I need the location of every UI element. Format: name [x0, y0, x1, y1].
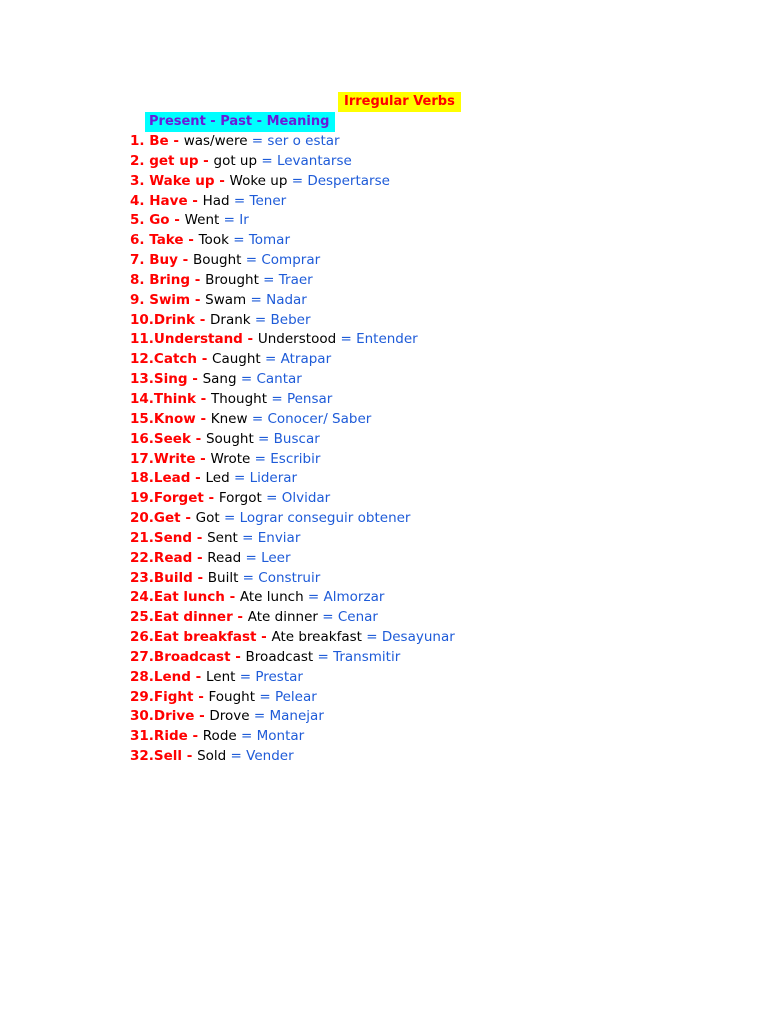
equals-separator: = [336, 331, 357, 348]
equals-separator: = [236, 728, 257, 745]
verb-present: Eat breakfast [153, 629, 257, 646]
verb-row [130, 311, 455, 331]
dash-separator: - [190, 470, 206, 487]
verb-row [130, 410, 455, 430]
verb-present: Bring [144, 271, 191, 288]
dash-separator: - [169, 212, 185, 229]
verb-past: Brought [205, 271, 259, 288]
equals-separator: = [250, 450, 271, 467]
verb-number: 31. [130, 728, 154, 745]
verb-number: 1. [130, 133, 145, 149]
verb-present: Think [153, 390, 196, 407]
verb-past: Caught [212, 351, 261, 368]
verb-past: was/were [183, 133, 248, 149]
verb-past: Read [207, 549, 242, 566]
verb-present: Know [153, 410, 196, 427]
equals-separator: = [255, 688, 275, 705]
verb-meaning: Montar [256, 728, 305, 745]
verb-row [130, 350, 455, 370]
verb-past: Sang [202, 371, 237, 388]
verb-past: Took [198, 232, 229, 249]
verb-present: Sing [153, 371, 188, 388]
verb-meaning: Cenar [337, 609, 378, 626]
equals-separator: = [287, 172, 308, 189]
verb-number: 22. [130, 549, 154, 566]
verb-meaning: Traer [278, 271, 313, 288]
verb-number: 25. [130, 609, 154, 626]
equals-separator: = [247, 133, 268, 149]
verb-meaning: Leer [261, 549, 291, 566]
dash-separator: - [168, 133, 184, 149]
verb-number: 5. [130, 212, 145, 229]
verb-present: Seek [153, 430, 191, 447]
verb-meaning: Cantar [256, 371, 302, 388]
equals-separator: = [258, 271, 279, 288]
verb-past: Built [207, 569, 239, 586]
verb-present: Have [144, 192, 188, 209]
equals-separator: = [253, 430, 274, 447]
verb-number: 10. [130, 311, 154, 328]
verb-past: Ate lunch [239, 589, 304, 606]
dash-separator: - [190, 291, 206, 308]
verb-number: 6. [130, 232, 145, 249]
verb-past: Went [184, 212, 220, 229]
verb-row [130, 747, 455, 767]
verb-present: Lend [153, 668, 191, 685]
verb-number: 2. [130, 152, 145, 169]
equals-separator: = [303, 589, 324, 606]
verb-row [130, 192, 455, 212]
verb-present: Ride [153, 728, 188, 745]
verb-row [130, 549, 455, 569]
verb-row [130, 152, 455, 172]
verb-meaning: Desayunar [381, 629, 455, 646]
verb-present: Forget [153, 490, 204, 507]
verb-meaning: Manejar [269, 708, 324, 725]
verb-meaning: Prestar [255, 668, 303, 685]
dash-separator: - [192, 529, 208, 546]
verb-present: Send [153, 529, 193, 546]
verb-number: 7. [130, 252, 145, 269]
equals-separator: = [237, 529, 258, 546]
verb-row [130, 231, 455, 251]
dash-separator: - [194, 708, 210, 725]
verb-number: 26. [130, 629, 154, 646]
equals-separator: = [317, 609, 338, 626]
verb-row [130, 390, 455, 410]
verb-present: Catch [153, 351, 198, 368]
dash-separator: - [182, 748, 198, 765]
verb-past: Understood [257, 331, 337, 348]
verb-past: Sought [205, 430, 254, 447]
verb-past: Led [205, 470, 230, 487]
equals-separator: = [250, 311, 271, 328]
dash-separator: - [192, 549, 208, 566]
verb-row [130, 707, 455, 727]
verb-number: 32. [130, 748, 154, 765]
verb-row [130, 529, 455, 549]
dash-separator: - [195, 311, 211, 328]
equals-separator: = [219, 212, 240, 229]
verb-row [130, 271, 455, 291]
dash-separator: - [256, 629, 272, 646]
verb-meaning: Lograr conseguir obtener [239, 510, 411, 527]
verb-past: Forgot [218, 490, 262, 507]
equals-separator: = [219, 510, 240, 527]
verb-meaning: Transmitir [333, 648, 401, 665]
verb-past: Had [202, 192, 230, 209]
dash-separator: - [192, 569, 208, 586]
equals-separator: = [229, 470, 250, 487]
verb-number: 12. [130, 351, 154, 368]
verb-past: Ate dinner [247, 609, 318, 626]
equals-separator: = [361, 629, 382, 646]
verb-present: Drink [153, 311, 196, 328]
dash-separator: - [180, 510, 196, 527]
verb-meaning: Escribir [270, 450, 321, 467]
verb-number: 17. [130, 450, 154, 467]
equals-separator: = [238, 569, 259, 586]
verb-present: Write [153, 450, 196, 467]
dash-separator: - [242, 331, 258, 348]
document-title: Irregular Verbs [338, 92, 461, 112]
verb-past: got up [213, 152, 258, 169]
verb-past: Swam [205, 291, 247, 308]
verb-past: Lent [205, 668, 236, 685]
verb-number: 14. [130, 390, 154, 407]
equals-separator: = [246, 291, 267, 308]
verb-meaning: Pensar [286, 390, 333, 407]
dash-separator: - [187, 728, 203, 745]
verb-meaning: Atrapar [280, 351, 332, 368]
verb-present: Read [153, 549, 193, 566]
dash-separator: - [187, 192, 203, 209]
verb-meaning: Conocer/ Saber [267, 410, 372, 427]
verb-row [130, 251, 455, 271]
equals-separator: = [313, 648, 334, 665]
equals-separator: = [247, 410, 268, 427]
verb-meaning: Entender [356, 331, 418, 348]
equals-separator: = [241, 549, 262, 566]
equals-separator: = [226, 748, 247, 765]
equals-separator: = [267, 390, 287, 407]
dash-separator: - [224, 589, 240, 606]
verb-meaning: Levantarse [276, 152, 352, 169]
verb-past: Drove [209, 708, 250, 725]
dash-separator: - [187, 371, 203, 388]
verb-past: Knew [210, 410, 248, 427]
verb-row [130, 668, 455, 688]
verb-row [130, 569, 455, 589]
verb-row [130, 588, 455, 608]
verb-present: Go [144, 212, 170, 229]
verb-number: 23. [130, 569, 154, 586]
verb-row [130, 430, 455, 450]
verb-meaning: Despertarse [307, 172, 390, 189]
dash-separator: - [190, 430, 206, 447]
verb-present: Wake up [144, 172, 215, 189]
verb-row [130, 132, 455, 152]
verb-number: 20. [130, 510, 154, 527]
verb-number: 29. [130, 688, 154, 705]
verb-past: Ate breakfast [271, 629, 362, 646]
equals-separator: = [260, 351, 281, 368]
verb-meaning: Olvidar [281, 490, 331, 507]
verb-number: 9. [130, 291, 145, 308]
verb-row [130, 211, 455, 231]
verb-row [130, 489, 455, 509]
verb-present: Eat dinner [153, 609, 233, 626]
verb-present: Fight [153, 688, 194, 705]
verb-meaning: Tomar [248, 232, 290, 249]
verb-number: 30. [130, 708, 154, 725]
verb-present: Take [144, 232, 184, 249]
equals-separator: = [236, 371, 257, 388]
verb-row [130, 469, 455, 489]
verb-past: Got [195, 510, 220, 527]
verb-row [130, 370, 455, 390]
dash-separator: - [230, 648, 246, 665]
verb-present: Be [144, 133, 169, 149]
verb-present: Get [153, 510, 181, 527]
dash-separator: - [232, 609, 248, 626]
verb-meaning: Almorzar [323, 589, 385, 606]
verb-number: 27. [130, 648, 154, 665]
verb-past: Thought [210, 390, 268, 407]
dash-separator: - [195, 450, 211, 467]
verb-past: Sent [207, 529, 238, 546]
verb-row [130, 727, 455, 747]
dash-separator: - [198, 152, 214, 169]
verb-meaning: Construir [258, 569, 321, 586]
dash-separator: - [193, 688, 209, 705]
verb-meaning: Comprar [261, 252, 321, 269]
dash-separator: - [195, 390, 211, 407]
verb-number: 3. [130, 172, 145, 189]
equals-separator: = [249, 708, 270, 725]
verb-meaning: Nadar [266, 291, 307, 308]
verb-present: Build [153, 569, 193, 586]
verb-row [130, 628, 455, 648]
verb-past: Drank [210, 311, 251, 328]
verb-row [130, 330, 455, 350]
dash-separator: - [214, 172, 230, 189]
dash-separator: - [190, 271, 206, 288]
verb-meaning: Ir [239, 212, 249, 229]
dash-separator: - [195, 410, 211, 427]
equals-separator: = [228, 232, 249, 249]
verb-meaning: Beber [270, 311, 311, 328]
verb-row [130, 172, 455, 192]
verb-number: 24. [130, 589, 154, 606]
verb-meaning: Vender [246, 748, 294, 765]
verb-present: Swim [144, 291, 191, 308]
verb-meaning: ser o estar [267, 133, 340, 149]
verb-present: Understand [153, 331, 243, 348]
verb-number: 19. [130, 490, 154, 507]
verb-number: 4. [130, 192, 145, 209]
dash-separator: - [177, 252, 193, 269]
verb-row [130, 688, 455, 708]
verb-meaning: Tener [249, 192, 287, 209]
verb-number: 16. [130, 430, 154, 447]
verb-meaning: Buscar [273, 430, 320, 447]
verb-row [130, 509, 455, 529]
dash-separator: - [183, 232, 199, 249]
verb-present: Eat lunch [153, 589, 225, 606]
column-header: Present - Past - Meaning [145, 112, 335, 132]
verb-past: Bought [192, 252, 242, 269]
verb-number: 8. [130, 271, 145, 288]
verb-past: Rode [202, 728, 237, 745]
equals-separator: = [241, 252, 262, 269]
verb-meaning: Enviar [257, 529, 301, 546]
verb-present: Buy [144, 252, 178, 269]
verb-number: 28. [130, 668, 154, 685]
verb-meaning: Liderar [249, 470, 298, 487]
verb-row [130, 291, 455, 311]
dash-separator: - [203, 490, 219, 507]
verb-list [130, 132, 455, 767]
verb-row [130, 608, 455, 628]
verb-past: Broadcast [245, 648, 314, 665]
verb-past: Fought [208, 688, 256, 705]
verb-number: 11. [130, 331, 154, 348]
verb-number: 18. [130, 470, 154, 487]
verb-number: 15. [130, 410, 154, 427]
verb-present: Drive [153, 708, 195, 725]
equals-separator: = [235, 668, 256, 685]
dash-separator: - [197, 351, 213, 368]
equals-separator: = [229, 192, 250, 209]
equals-separator: = [261, 490, 282, 507]
verb-meaning: Pelear [274, 688, 317, 705]
verb-number: 21. [130, 529, 154, 546]
equals-separator: = [257, 152, 277, 169]
verb-present: get up [144, 152, 199, 169]
verb-present: Broadcast [153, 648, 231, 665]
verb-past: Sold [197, 748, 227, 765]
verb-number: 13. [130, 371, 154, 388]
verb-present: Sell [153, 748, 183, 765]
verb-row [130, 450, 455, 470]
verb-past: Woke up [229, 172, 288, 189]
verb-past: Wrote [210, 450, 251, 467]
verb-present: Lead [153, 470, 191, 487]
verb-row [130, 648, 455, 668]
dash-separator: - [190, 668, 206, 685]
